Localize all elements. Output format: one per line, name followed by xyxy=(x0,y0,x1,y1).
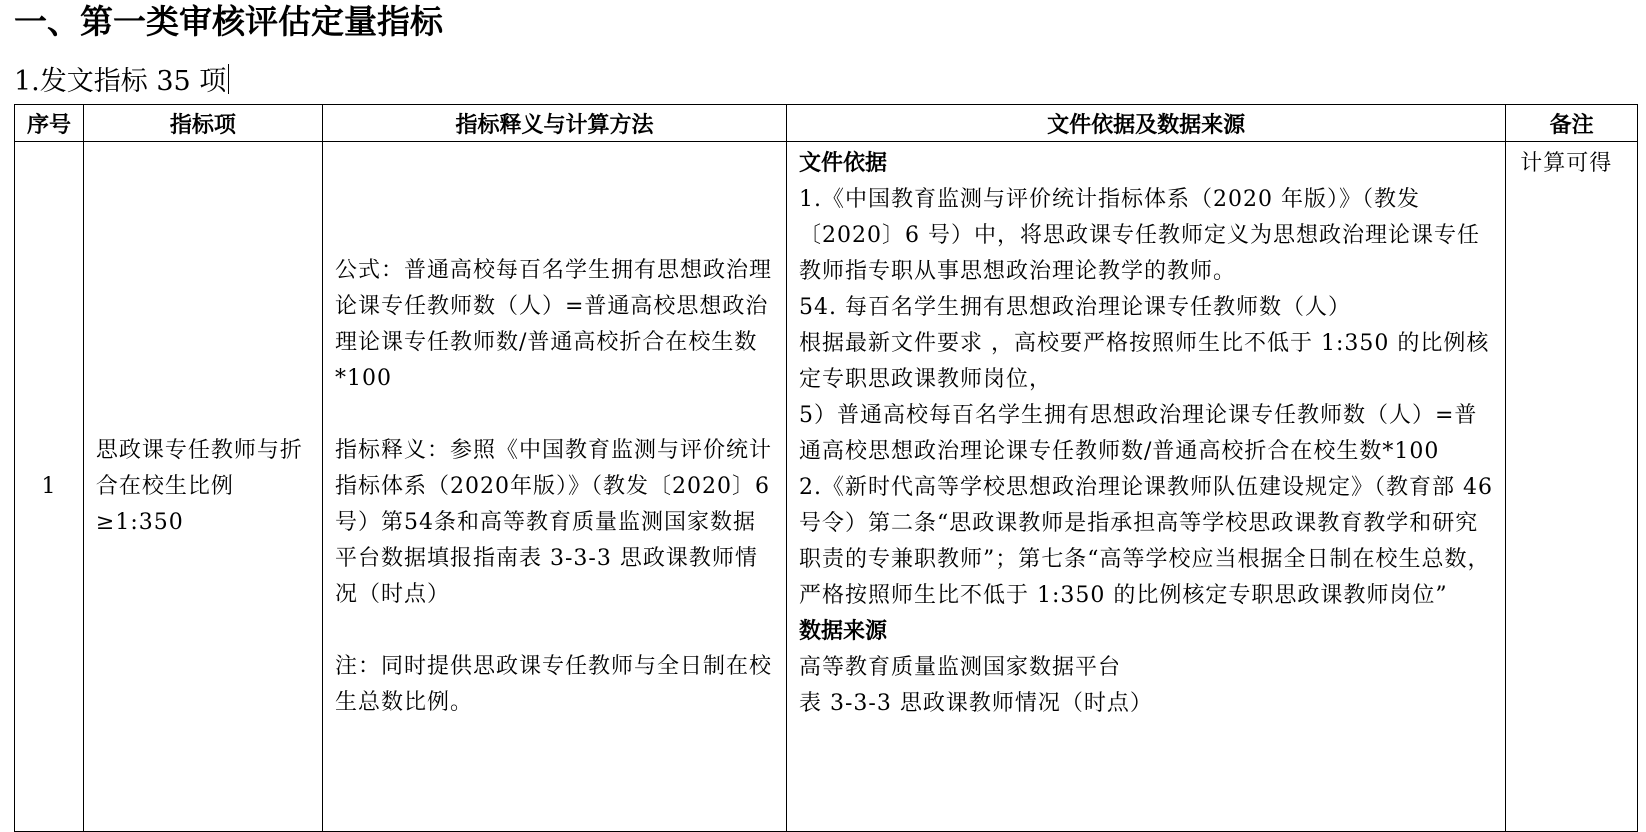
text-cursor xyxy=(228,64,229,94)
indicator-definition xyxy=(322,142,786,832)
table-row xyxy=(15,142,1638,832)
source-basis-line: 2.《新时代高等学校思想政治理论课教师队伍建设规定》（教育部 46 号令）第二条“思政课教师是指承担高等学校思政课教育教学和研究职责的专兼职教师”；第七条“高等学校应当根据全日制在校生总数，严格按照师生比不低于 1:350 的比例核定专职思政课教师岗位” xyxy=(798,475,1493,608)
header-note: 备注 xyxy=(1506,105,1638,142)
definition-remark: 注：同时提供思政课专任教师与全日制在校生总数比例。 xyxy=(334,653,772,715)
source-basis-label: 文件依据 xyxy=(798,151,887,176)
definition-formula: 公式：普通高校每百名学生拥有思想政治理论课专任教师数（人）=普通高校思想政治理论课专任教师数/普通高校折合在校生数*100 xyxy=(334,257,772,391)
document-subheading xyxy=(14,64,229,100)
header-item: 指标项 xyxy=(83,105,322,142)
source-data-line: 表 3-3-3 思政课教师情况（时点） xyxy=(798,691,1153,716)
row-number: 1 xyxy=(15,142,84,832)
table-header-row xyxy=(15,105,1638,142)
source-basis-line: 1.《中国教育监测与评价统计指标体系（2020 年版）》（教发〔2020〕6 号）中，将思政课专任教师定义为思想政治理论课专任教师指专职从事思想政治理论教学的教师。 xyxy=(798,187,1480,284)
indicator-note: 计算可得 xyxy=(1506,142,1638,832)
header-source: 文件依据及数据来源 xyxy=(786,105,1505,142)
source-basis-line: 根据最新文件要求 ，高校要严格按照师生比不低于 1:350 的比例核定专职思政课教师岗位， xyxy=(798,331,1490,392)
source-data-line: 高等教育质量监测国家数据平台 xyxy=(798,655,1121,680)
source-data-label: 数据来源 xyxy=(798,619,887,644)
subheading-text: 1.发文指标 35 项 xyxy=(14,66,227,97)
header-definition: 指标释义与计算方法 xyxy=(322,105,786,142)
source-basis-line: 5）普通高校每百名学生拥有思想政治理论课专任教师数（人）=普通高校思想政治理论课专任教师数/普通高校折合在校生数*100 xyxy=(798,403,1478,464)
indicator-source xyxy=(786,142,1505,832)
document-heading: 一、第一类审核评估定量指标 xyxy=(14,2,443,41)
source-basis-line: 54. 每百名学生拥有思想政治理论课专任教师数（人） xyxy=(798,295,1351,320)
definition-explanation: 指标释义：参照《中国教育监测与评价统计指标体系（2020年版）》（教发〔2020〕6号）第54条和高等教育质量监测国家数据平台数据填报指南表 3-3-3 思政课教师情况（时点） xyxy=(334,437,772,607)
header-no: 序号 xyxy=(15,105,84,142)
indicator-item: 思政课专任教师与折合在校生比例≥1:350 xyxy=(83,142,322,832)
indicator-table xyxy=(14,104,1638,832)
